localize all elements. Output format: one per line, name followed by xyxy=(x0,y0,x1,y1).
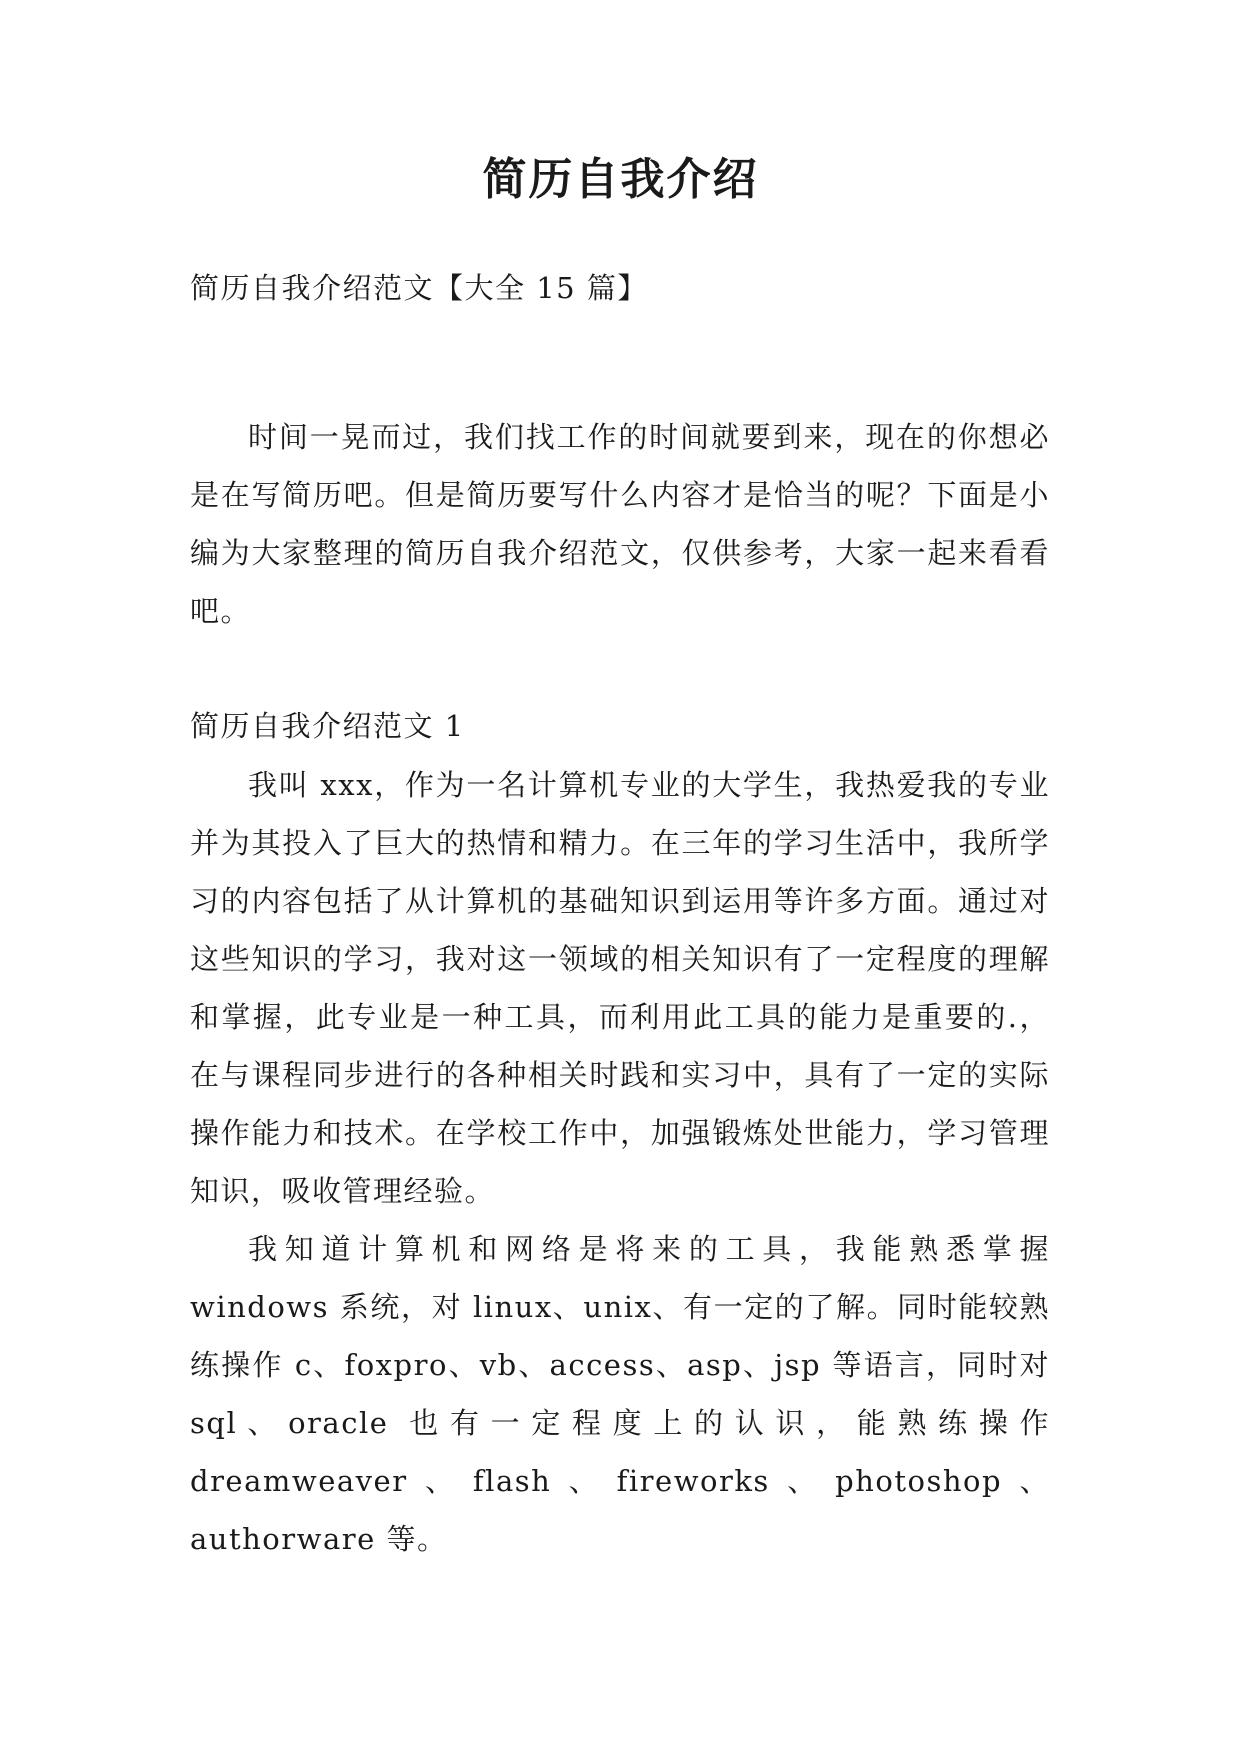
section-body xyxy=(190,756,1050,1568)
body-paragraph-1: 我叫 xxx，作为一名计算机专业的大学生，我热爱我的专业并为其投入了巨大的热情和精力。在三年的学习生活中，我所学习的内容包括了从计算机的基础知识到运用等许多方面。通过对这些知识的学习，我对这一领域的相关知识有了一定程度的理解和掌握，此专业是一种工具，而利用此工具的能力是重要的.，在与课程同步进行的各种相关时践和实习中，具有了一定的实际操作能力和技术。在学校工作中，加强锻炼处世能力，学习管理知识，吸收管理经验。 xyxy=(190,768,1050,1208)
intro-section xyxy=(190,408,1050,640)
body-paragraph-2: 我知道计算机和网络是将来的工具，我能熟悉掌握 windows 系统，对 linux、unix、有一定的了解。同时能较熟练操作 c、foxpro、vb、access、asp、jsp 等语言，同时对 sql、oracle 也有一定程度上的认识，能熟练操作 dreamweaver、flash、fireworks、photoshop、authorware 等。 xyxy=(190,1232,1050,1556)
intro-paragraph: 时间一晃而过，我们找工作的时间就要到来，现在的你想必是在写简历吧。但是简历要写什么内容才是恰当的呢？下面是小编为大家整理的简历自我介绍范文，仅供参考，大家一起来看看吧。 xyxy=(190,420,1050,628)
section-heading: 简历自我介绍范文 1 xyxy=(190,709,465,743)
document-title: 简历自我介绍 xyxy=(482,154,759,205)
document-subtitle: 简历自我介绍范文【大全 15 篇】 xyxy=(190,271,648,305)
